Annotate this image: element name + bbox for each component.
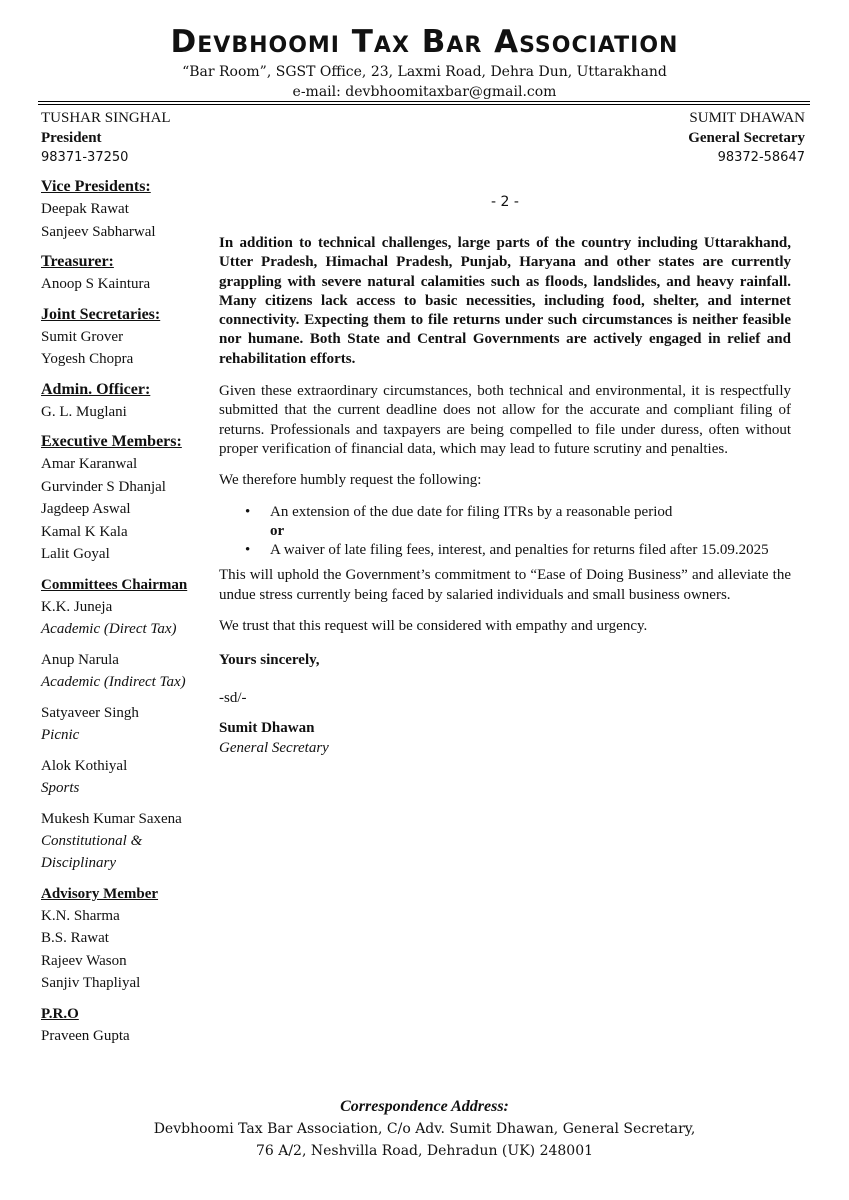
- section-heading: Vice Presidents:: [41, 178, 151, 195]
- member-name: Lalit Goyal: [41, 546, 110, 562]
- general-secretary-name: SUMIT DHAWAN: [689, 110, 805, 126]
- member-name: Kamal K Kala: [41, 523, 128, 540]
- list-item: [219, 503, 791, 522]
- organization-address: “Bar Room”, SGST Office, 23, Laxmi Road, Dehra Dun, Uttarakhand: [182, 64, 667, 80]
- bullet-icon: •: [245, 503, 251, 520]
- pro-section: [41, 1003, 211, 1048]
- president-name: TUSHAR SINGHAL: [41, 110, 171, 126]
- header-rule-top: [38, 101, 810, 102]
- letter-body: [219, 190, 791, 758]
- committee-chair: [41, 649, 211, 693]
- committee-chair: [41, 702, 211, 746]
- member-name: Sanjeev Sabharwal: [41, 223, 156, 240]
- executive-members-section: [41, 431, 211, 566]
- vice-presidents-section: [41, 176, 211, 243]
- footer-address-line: Devbhoomi Tax Bar Association, C/o Adv. Sumit Dhawan, General Secretary,: [153, 1121, 696, 1137]
- admin-officer-section: [41, 379, 211, 424]
- chair-name: Satyaveer Singh: [41, 704, 139, 721]
- member-name: Gurvinder S Dhanjal: [41, 478, 166, 495]
- joint-secretaries-section: [41, 304, 211, 371]
- section-heading: Admin. Officer:: [41, 380, 151, 398]
- chair-committee: Constitutional & Disciplinary: [41, 832, 143, 871]
- member-name: Praveen Gupta: [41, 1027, 130, 1044]
- closing: Yours sincerely,: [219, 652, 320, 669]
- president-phone: 98371-37250: [41, 150, 129, 165]
- chair-name: K.K. Juneja: [41, 598, 113, 615]
- chair-name: Mukesh Kumar Saxena: [41, 810, 182, 827]
- list-item: [219, 541, 791, 560]
- member-name: Sanjiv Thapliyal: [41, 975, 141, 991]
- signatory-title: General Secretary: [219, 740, 329, 757]
- letterhead: [0, 22, 849, 102]
- chair-name: Alok Kothiyal: [41, 757, 128, 774]
- page-number: - 2 -: [491, 194, 519, 210]
- paragraph-request-intro: We therefore humbly request the following:: [219, 472, 482, 489]
- section-heading: Executive Members:: [41, 433, 182, 450]
- list-item-text: A waiver of late filing fees, interest, and penalties for returns filed after 15.09.2025: [270, 542, 769, 559]
- committee-chair: [41, 808, 211, 874]
- member-name: G. L. Muglani: [41, 403, 127, 420]
- header-rule-bottom: [38, 104, 810, 105]
- chair-committee: Sports: [41, 779, 80, 796]
- member-name: B.S. Rawat: [41, 930, 109, 946]
- bullet-icon: •: [245, 542, 251, 559]
- correspondence-footer: [0, 1096, 849, 1162]
- general-secretary-title: General Secretary: [688, 130, 805, 146]
- office-bearers-sidebar: [41, 176, 211, 1055]
- advisory-section: [41, 883, 211, 995]
- member-name: Sumit Grover: [41, 328, 124, 345]
- committees-section: [41, 574, 211, 874]
- general-secretary-phone: 98372-58647: [717, 150, 805, 165]
- committee-chair: [41, 596, 211, 640]
- chair-committee: Picnic: [41, 726, 80, 743]
- section-heading: Joint Secretaries:: [41, 305, 161, 323]
- treasurer-section: [41, 251, 211, 296]
- paragraph-ease-of-business: This will uphold the Government’s commitment to “Ease of Doing Business” and alleviate the undue stress currently being faced by salaried individuals and small business owners.: [219, 567, 791, 603]
- request-list: [219, 503, 791, 561]
- or-separator: or: [270, 522, 285, 539]
- section-heading: Treasurer:: [41, 253, 114, 270]
- paragraph-circumstances: Given these extraordinary circumstances, both technical and environmental, it is respectfully submitted that the current deadline does not allow for the accurate and compliant filing of returns. Professionals and taxpayers are being compelled to file under duress, often without proper verification of financial data, which may lead to future scrutiny and penalties.: [219, 383, 791, 457]
- paragraph-trust: We trust that this request will be considered with empathy and urgency.: [219, 618, 648, 635]
- paragraph-calamities: In addition to technical challenges, large parts of the country including Uttarakhand, Utter Pradesh, Himachal Pradesh, Punjab, Haryana and other states are currently grappling with severe natural calamities such as floods, landslides, and heavy rainfall. Many citizens lack access to basic necessities, including food, shelter, and internet connectivity. Expecting them to file returns under such circumstances is neither feasible nor humane. Both State and Central Governments are actively engaged in relief and rehabilitation efforts.: [219, 235, 791, 367]
- member-name: Amar Karanwal: [41, 456, 138, 472]
- chair-name: Anup Narula: [41, 651, 119, 668]
- chair-committee: Academic (Direct Tax): [41, 620, 177, 637]
- list-item-text: An extension of the due date for filing ITRs by a reasonable period: [270, 503, 673, 520]
- section-heading: Committees Chairman: [41, 576, 188, 593]
- member-name: Deepak Rawat: [41, 201, 129, 217]
- signatory-name: Sumit Dhawan: [219, 720, 315, 737]
- organization-name: Devbhoomi Tax Bar Association: [170, 24, 679, 60]
- president-title: President: [41, 130, 102, 146]
- member-name: Rajeev Wason: [41, 952, 127, 969]
- section-heading: P.R.O: [41, 1005, 79, 1022]
- member-name: Anoop S Kaintura: [41, 276, 151, 292]
- section-heading: Advisory Member: [41, 885, 159, 902]
- footer-heading: Correspondence Address:: [340, 1098, 509, 1115]
- chair-committee: Academic (Indirect Tax): [41, 673, 186, 690]
- signature-mark: -sd/-: [219, 690, 247, 707]
- member-name: K.N. Sharma: [41, 907, 120, 924]
- organization-email: e-mail: devbhoomitaxbar@gmail.com: [292, 84, 557, 100]
- general-secretary-block: [688, 108, 805, 168]
- footer-address-line: 76 A/2, Neshvilla Road, Dehradun (UK) 248001: [255, 1143, 594, 1159]
- member-name: Jagdeep Aswal: [41, 501, 131, 517]
- president-block: [41, 108, 171, 168]
- committee-chair: [41, 755, 211, 799]
- member-name: Yogesh Chopra: [41, 351, 134, 367]
